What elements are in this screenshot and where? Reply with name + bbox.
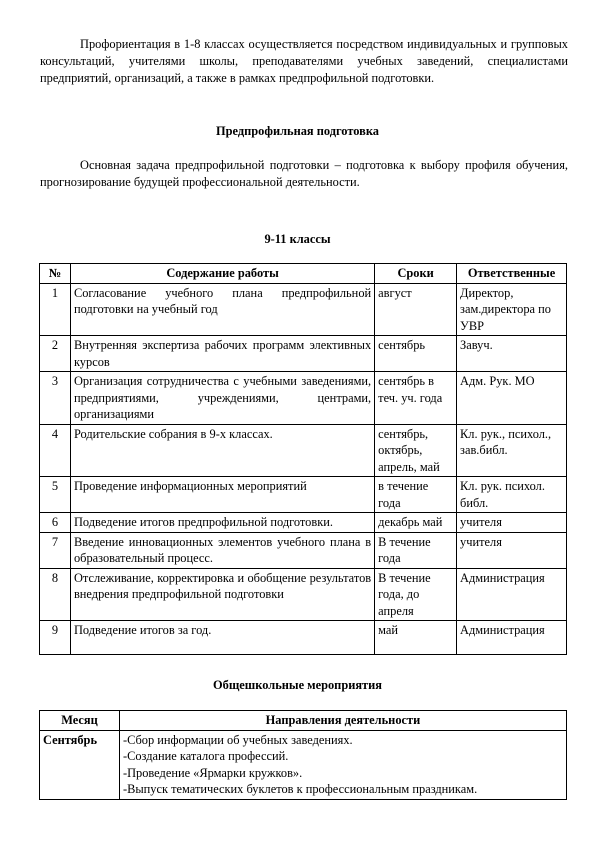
row-dates: В течение года, до апреля: [375, 568, 457, 621]
header-responsible: Ответственные: [457, 264, 567, 284]
row-content: Родительские собрания в 9-х классах.: [70, 424, 374, 477]
row-month: Сентябрь: [40, 730, 120, 799]
table-row: [40, 513, 567, 533]
row-responsible: Директор, зам.директора по УВР: [457, 283, 567, 336]
table-row: [40, 424, 567, 477]
table-row: [40, 477, 567, 513]
preprofile-plan-table: [39, 263, 567, 655]
row-dates: сентябрь, октябрь, апрель, май: [375, 424, 457, 477]
row-responsible: Кл. рук., психол., зав.библ.: [457, 424, 567, 477]
table-header-row: [40, 711, 567, 731]
row-content: Согласование учебного плана предпрофильной подготовки на учебный год: [70, 283, 374, 336]
row-content: Введение инновационных элементов учебного плана в образовательный процесс.: [70, 532, 374, 568]
list-item: -Проведение «Ярмарки кружков».: [122, 765, 303, 780]
section-heading-school-events: Общешкольные мероприятия: [212, 678, 382, 692]
row-content: Проведение информационных мероприятий: [70, 477, 374, 513]
intro-paragraph: Профориентация в 1-8 классах осуществляется посредством индивидуальных и групповых консультаций, учителями школы, преподавателями учебных заведений, специалистами предприятий, организаций, а также в рамках предпрофильной подготовки.: [40, 37, 568, 85]
row-directions: [119, 730, 566, 799]
row-num: 9: [40, 621, 71, 655]
list-item: -Выпуск тематических буклетов к профессиональным праздникам.: [122, 782, 478, 796]
row-num: 3: [40, 372, 71, 425]
row-content: Подведение итогов за год.: [70, 621, 374, 655]
table-row: [40, 730, 567, 799]
row-content: Внутренняя экспертиза рабочих программ элективных курсов: [70, 336, 374, 372]
row-content: Организация сотрудничества с учебными заведениями, предприятиями, учреждениями, центрами, организациями: [70, 372, 374, 425]
row-responsible: Кл. рук. психол. библ.: [457, 477, 567, 513]
list-item: -Сбор информации об учебных заведениях.: [122, 732, 353, 747]
header-directions: Направления деятельности: [119, 711, 566, 731]
list-item: -Создание каталога профессий.: [122, 749, 289, 763]
row-content: Отслеживание, корректировка и обобщение результатов внедрения предпрофильной подготовки: [70, 568, 374, 621]
header-dates: Сроки: [375, 264, 457, 284]
row-responsible: Завуч.: [457, 336, 567, 372]
row-responsible: Администрация: [457, 621, 567, 655]
school-events-table: [39, 710, 567, 800]
row-dates: В течение года: [375, 532, 457, 568]
preprofile-paragraph: Основная задача предпрофильной подготовки – подготовка к выбору профиля обучения, прогнозирование будущей профессиональной деятельности.: [40, 158, 568, 189]
table-row: [40, 532, 567, 568]
table-row: [40, 372, 567, 425]
section-heading-preprofile: Предпрофильная подготовка: [216, 124, 379, 138]
row-responsible: Адм. Рук. МО: [457, 372, 567, 425]
row-dates: в течение года: [375, 477, 457, 513]
row-num: 5: [40, 477, 71, 513]
row-responsible: Администрация: [457, 568, 567, 621]
header-num: №: [40, 264, 71, 284]
table-row: [40, 621, 567, 655]
row-dates: сентябрь в теч. уч. года: [375, 372, 457, 425]
row-num: 7: [40, 532, 71, 568]
row-responsible: учителя: [457, 532, 567, 568]
row-content: Подведение итогов предпрофильной подготовки.: [70, 513, 374, 533]
row-num: 1: [40, 283, 71, 336]
table-row: [40, 283, 567, 336]
table-header-row: [40, 264, 567, 284]
section-heading-grades: 9-11 классы: [264, 232, 331, 246]
row-num: 6: [40, 513, 71, 533]
row-dates: сентябрь: [375, 336, 457, 372]
table-row: [40, 568, 567, 621]
row-num: 4: [40, 424, 71, 477]
header-month: Месяц: [40, 711, 120, 731]
row-responsible: учителя: [457, 513, 567, 533]
row-dates: декабрь май: [375, 513, 457, 533]
row-num: 2: [40, 336, 71, 372]
row-num: 8: [40, 568, 71, 621]
table-row: [40, 336, 567, 372]
header-content: Содержание работы: [70, 264, 374, 284]
row-dates: май: [375, 621, 457, 655]
row-dates: август: [375, 283, 457, 336]
